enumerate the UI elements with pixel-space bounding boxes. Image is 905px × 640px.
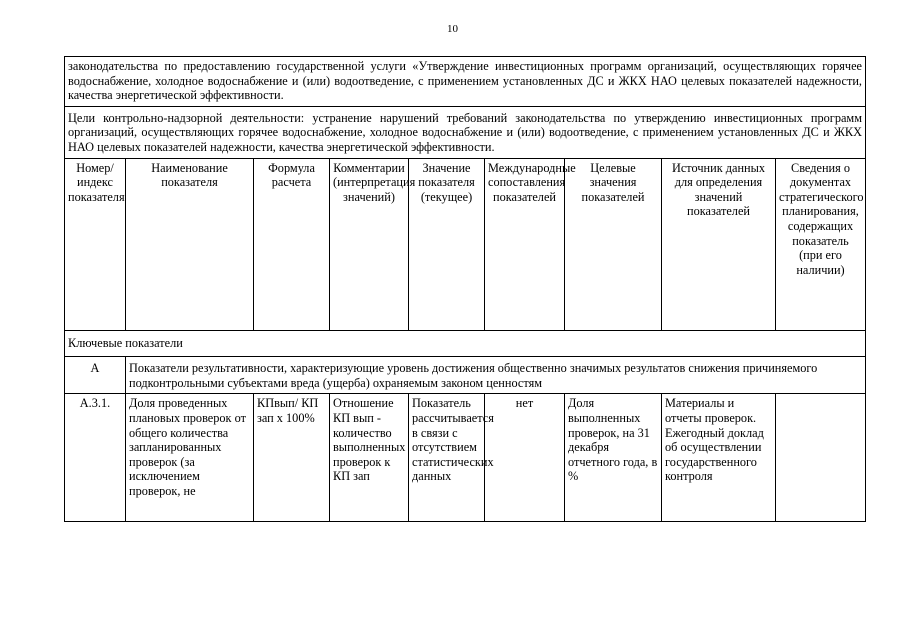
header-current-value: Значение показателя (текущее): [409, 158, 485, 330]
header-international: Международные сопоставления показателей: [485, 158, 565, 330]
goals-text: Цели контрольно-надзорной деятельности: устранение нарушений требований законодательства по утверждению инвестиционных программ организаций, осуществляющих горячее водоснабжение, холодное водоснабжение и (или) водоотведение, с применением установленных ДС и ЖКХ НАО целевых показателей надежности, качества энергетической эффективности.: [65, 106, 866, 158]
table-row: [65, 394, 866, 522]
key-indicators-row: [65, 330, 866, 357]
section-code: А: [65, 357, 126, 394]
row-source: Материалы и отчеты проверок. Ежегодный доклад об осуществлении государственного контроля: [662, 394, 776, 522]
goals-row: [65, 106, 866, 158]
row-strategic-docs: [776, 394, 866, 522]
section-title: Показатели результативности, характеризующие уровень достижения общественно значимых результатов снижения причиняемого подконтрольными субъектами вреда (ущерба) охраняемым законом ценностям: [126, 357, 866, 394]
row-comment: Отношение КП вып - количество выполненных проверок к КП зап: [330, 394, 409, 522]
header-comment: Комментарии (интерпретация значений): [330, 158, 409, 330]
header-target: Целевые значения показателей: [565, 158, 662, 330]
row-international: нет: [485, 394, 565, 522]
header-source: Источник данных для определения значений показателей: [662, 158, 776, 330]
intro-text: законодательства по предоставлению государственной услуги «Утверждение инвестиционных программ организаций, осуществляющих горячее водоснабжение, холодное водоснабжение и (или) водоотведение, с применением установленных ДС и ЖКХ НАО целевых показателей надежности, качества энергетической эффективности.: [65, 57, 866, 107]
section-row: [65, 357, 866, 394]
header-name: Наименование показателя: [126, 158, 254, 330]
header-strategic-docs: Сведения о документах стратегического планирования, содержащих показатель (при его наличии): [776, 158, 866, 330]
header-formula: Формула расчета: [254, 158, 330, 330]
row-formula: КПвып/ КП зап х 100%: [254, 394, 330, 522]
row-target: Доля выполненных проверок, на 31 декабря отчетного года, в %: [565, 394, 662, 522]
row-name: Доля проведенных плановых проверок от общего количества запланированных проверок (за исключением проверок, не: [126, 394, 254, 522]
intro-row: [65, 57, 866, 107]
table-header-row: [65, 158, 866, 330]
header-index: Номер/индекс показателя: [65, 158, 126, 330]
page-number: 10: [447, 23, 458, 35]
row-index: А.3.1.: [65, 394, 126, 522]
indicators-table: [64, 56, 866, 522]
key-indicators-label: Ключевые показатели: [65, 330, 866, 357]
row-current-value: Показатель рассчитывается в связи с отсутствием статистических данных: [409, 394, 485, 522]
